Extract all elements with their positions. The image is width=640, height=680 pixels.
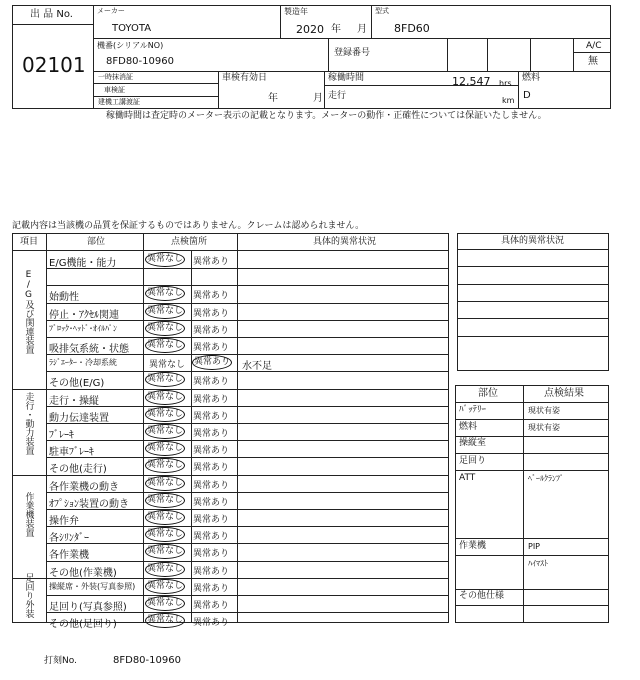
inspection-cert-label: 車検証 bbox=[104, 86, 125, 94]
ng-option: 異常あり bbox=[193, 308, 230, 319]
inspection-row bbox=[13, 578, 448, 595]
year-unit: 年 bbox=[331, 24, 341, 35]
inspection-row bbox=[13, 371, 448, 388]
result-part: 作業機 bbox=[459, 541, 487, 551]
shuppin-label: 出 品 No. bbox=[30, 9, 73, 20]
row-label: 足回り(写真参照) bbox=[49, 602, 127, 613]
ng-option: 異常あり bbox=[193, 411, 230, 422]
col-item: 項目 bbox=[20, 237, 39, 247]
row-label: 操縦席・外装(写真参照) bbox=[49, 581, 136, 591]
stamp-label: 打刻No. bbox=[44, 656, 77, 666]
ng-option: 異常あり bbox=[193, 549, 230, 560]
group-drive: 走行・動力装置 bbox=[23, 392, 34, 455]
maker-value: TOYOTA bbox=[112, 23, 152, 34]
row-label: 始動性 bbox=[49, 292, 79, 304]
row-label: ﾗｼﾞｴｰﾀｰ・冷却系統 bbox=[49, 358, 117, 368]
right-detail-box bbox=[457, 233, 609, 371]
row-label: ｵﾌﾟｼｮﾝ装置の動き bbox=[49, 498, 129, 510]
serial-value: 8FD80-10960 bbox=[106, 56, 174, 67]
inspection-row bbox=[13, 320, 448, 337]
hours-unit: hrs bbox=[499, 79, 512, 88]
year-label: 製造年 bbox=[284, 7, 308, 16]
inspection-row bbox=[13, 423, 448, 440]
group-work: 作業機装置 bbox=[23, 492, 34, 537]
inspection-row bbox=[13, 526, 448, 543]
row-label: その他(作業機) bbox=[49, 567, 117, 579]
ng-option: 異常あり bbox=[193, 291, 230, 302]
results-col-result: 点検結果 bbox=[544, 388, 584, 399]
inspection-row bbox=[13, 389, 448, 406]
row-label: その他(E/G) bbox=[49, 378, 105, 390]
col-check: 点検箇所 bbox=[171, 237, 208, 247]
row-label: 各ｼﾘﾝﾀﾞｰ bbox=[49, 533, 89, 545]
km-unit: km bbox=[502, 96, 515, 105]
ng-option: 異常あり bbox=[193, 497, 230, 508]
row-label: ﾌﾞﾛｯｸ･ﾍｯﾄﾞ･ｵｲﾙﾊﾟﾝ bbox=[49, 323, 117, 333]
ng-option: 異常あり bbox=[193, 566, 230, 577]
model-label: 型式 bbox=[375, 7, 389, 15]
disclaimer: 記載内容は当該機の品質を保証するものではありません。クレームは認められません。 bbox=[12, 221, 365, 231]
inspection-row bbox=[13, 337, 448, 354]
result-part: ﾊﾞｯﾃﾘｰ bbox=[459, 405, 487, 415]
ok-option-circled: 異常なし bbox=[145, 476, 185, 491]
ng-option: 異常あり bbox=[193, 429, 230, 439]
ok-option-circled: 異常なし bbox=[145, 458, 185, 473]
ng-option: 異常あり bbox=[193, 446, 230, 457]
valid-year-unit: 年 bbox=[268, 93, 278, 104]
row-label: 各作業機の動き bbox=[49, 481, 119, 493]
ac-label: A/C bbox=[586, 41, 602, 51]
result-part: 足回り bbox=[459, 456, 487, 466]
row-label: 吸排気系統・状態 bbox=[49, 344, 129, 355]
ok-option-circled: 異常なし bbox=[145, 493, 185, 508]
col-part: 部位 bbox=[87, 237, 106, 247]
inspection-row bbox=[13, 406, 448, 423]
inspection-row bbox=[13, 509, 448, 526]
model-value: 8FD60 bbox=[394, 22, 430, 35]
stamp-value: 8FD80-10960 bbox=[113, 655, 181, 666]
maker-label: メーカー bbox=[97, 7, 125, 15]
inspection-row bbox=[13, 492, 448, 509]
fuel-label: 燃料 bbox=[522, 73, 541, 83]
temp-permit-label: 一時抹消証 bbox=[98, 73, 133, 81]
valid-month-unit: 月 bbox=[313, 93, 323, 104]
result-value: 現状有姿 bbox=[528, 423, 560, 432]
inspection-row bbox=[13, 268, 448, 285]
ok-option-circled: 異常なし bbox=[145, 562, 185, 577]
ok-option-circled: 異常なし bbox=[145, 407, 185, 422]
col-detail: 具体的異常状況 bbox=[313, 237, 377, 247]
row-label: その他(走行) bbox=[49, 464, 107, 476]
row-label: 走行・操縦 bbox=[49, 395, 99, 407]
inspection-row bbox=[13, 543, 448, 560]
header-block bbox=[12, 5, 611, 109]
ng-option: 異常あり bbox=[193, 463, 230, 474]
hours-value: 12,547 bbox=[452, 75, 491, 88]
month-unit: 月 bbox=[357, 24, 367, 35]
inspection-row bbox=[13, 303, 448, 320]
ok-option-circled: 異常なし bbox=[145, 390, 185, 405]
serial-label: 機番(シリアルNO) bbox=[97, 41, 164, 50]
result-part: その他仕様 bbox=[459, 591, 505, 601]
row-label: ﾌﾞﾚｰｷ bbox=[49, 430, 74, 441]
ok-option-circled: 異常なし bbox=[145, 304, 185, 319]
hours-label: 稼働時間 bbox=[328, 73, 365, 83]
group-eg: E/G及び関連装置 bbox=[23, 270, 34, 354]
inspection-row bbox=[13, 354, 448, 371]
travel-label: 走行 bbox=[328, 91, 347, 101]
ok-option-circled: 異常なし bbox=[145, 252, 185, 267]
ng-option: 異常あり bbox=[193, 377, 230, 388]
ok-option-circled: 異常なし bbox=[145, 372, 185, 387]
ok-option-circled: 異常なし bbox=[145, 579, 185, 594]
ac-value: 無 bbox=[588, 56, 598, 67]
result-part: 操縦室 bbox=[459, 438, 487, 448]
ng-option: 異常あり bbox=[193, 583, 230, 594]
ng-option: 異常あり bbox=[193, 601, 230, 611]
result-value: PIP bbox=[528, 542, 541, 551]
inspection-valid-label: 車検有効日 bbox=[222, 73, 268, 83]
result-part: 燃料 bbox=[459, 422, 478, 432]
group-under: 足回り外装 bbox=[23, 573, 34, 618]
ok-option-circled: 異常なし bbox=[145, 321, 185, 336]
ng-option: 異常あり bbox=[193, 257, 230, 267]
year-value: 2020 bbox=[296, 23, 324, 36]
ok-option-circled: 異常なし bbox=[145, 544, 185, 559]
ng-option: 異常あり bbox=[193, 343, 230, 353]
row-label: E/G機能・能力 bbox=[49, 258, 117, 269]
result-value: ﾍﾞｰﾙｸﾗﾝﾌﾟ bbox=[528, 474, 564, 483]
row-label: 操作弁 bbox=[49, 516, 79, 527]
inspection-row bbox=[13, 440, 448, 457]
training-cert-label: 建機工講渡証 bbox=[98, 98, 140, 106]
row-label: 停止・ｱｸｾﾙ関連 bbox=[49, 309, 119, 321]
inspection-row bbox=[13, 285, 448, 302]
ng-option-circled: 異常あり bbox=[192, 355, 232, 370]
inspection-row bbox=[13, 561, 448, 578]
inspection-row bbox=[13, 612, 448, 629]
meter-note: 稼働時間は査定時のメーター表示の記載となります。メーターの動作・正確性については保証いたしません。 bbox=[106, 111, 547, 121]
ok-option-circled: 異常なし bbox=[145, 510, 185, 525]
results-table bbox=[455, 385, 609, 623]
inspection-table bbox=[12, 233, 449, 631]
ok-option-circled: 異常なし bbox=[145, 338, 185, 353]
results-col-part: 部位 bbox=[478, 388, 498, 399]
ng-option: 異常あり bbox=[193, 532, 230, 543]
ng-option: 異常あり bbox=[193, 394, 230, 405]
row-label: その他(足回り) bbox=[49, 619, 117, 631]
ok-option-circled: 異常なし bbox=[145, 613, 185, 628]
fuel-value: D bbox=[523, 90, 531, 101]
ok-option-circled: 異常なし bbox=[145, 527, 185, 542]
ok-option: 異常なし bbox=[149, 360, 186, 371]
result-value: ﾊｲﾏｽﾄ bbox=[528, 559, 548, 568]
inspection-row bbox=[13, 457, 448, 474]
inspection-row bbox=[13, 475, 448, 492]
ng-option: 異常あり bbox=[193, 618, 230, 629]
result-part: ATT bbox=[459, 473, 476, 483]
ok-option-circled: 異常なし bbox=[145, 424, 185, 439]
inspection-row bbox=[13, 595, 448, 612]
row-detail: 水不足 bbox=[242, 361, 272, 373]
right-detail-header: 具体的異常状況 bbox=[501, 236, 565, 246]
ok-option-circled: 異常なし bbox=[145, 441, 185, 456]
row-label: 各作業機 bbox=[49, 550, 89, 562]
inspection-row bbox=[13, 251, 448, 268]
row-label: 駐車ﾌﾞﾚｰｷ bbox=[49, 447, 94, 459]
registration-label: 登録番号 bbox=[334, 48, 371, 58]
ng-option: 異常あり bbox=[193, 515, 230, 525]
row-label: 動力伝達装置 bbox=[49, 412, 109, 424]
ng-option: 異常あり bbox=[193, 480, 230, 491]
result-value: 現状有姿 bbox=[528, 406, 560, 415]
shuppin-number: 02101 bbox=[22, 53, 86, 77]
ng-option: 異常あり bbox=[193, 325, 230, 336]
ok-option-circled: 異常なし bbox=[145, 596, 185, 611]
ok-option-circled: 異常なし bbox=[145, 286, 185, 301]
